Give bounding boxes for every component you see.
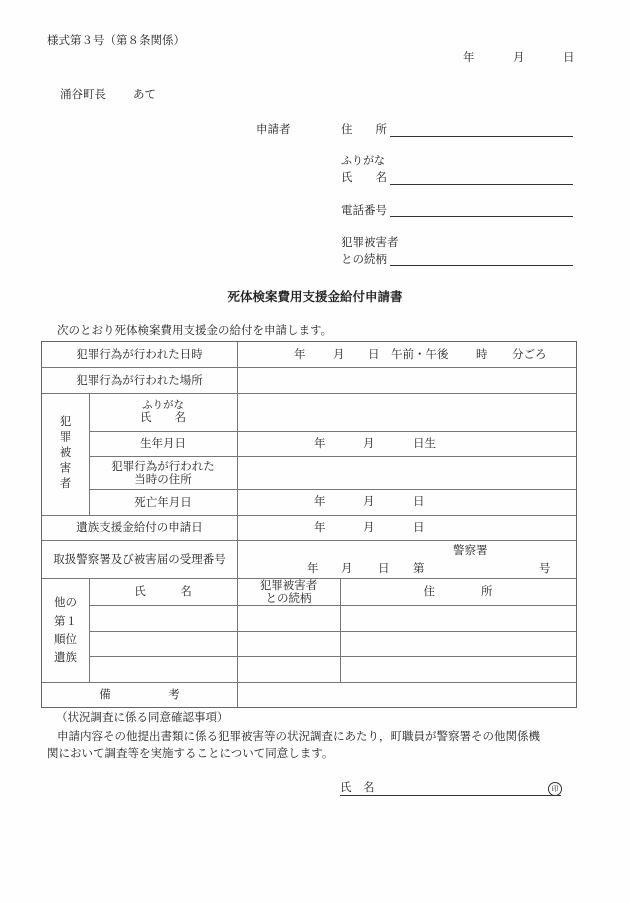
birth-year-label: 年 — [314, 436, 326, 450]
crime-year-label: 年 — [294, 347, 306, 361]
police-month-label: 月 — [341, 561, 353, 575]
police-day-label: 日 — [378, 561, 390, 575]
crime-day-label: 日 — [368, 347, 380, 361]
victim-address-label-2: 当時の住所 — [134, 471, 192, 486]
birth-day-label: 日生 — [413, 436, 436, 450]
survivor-address-input[interactable] — [344, 610, 572, 626]
remarks-label: 備 考 — [99, 687, 180, 702]
application-date-label: 遺族支援金給付の申請日 — [76, 520, 203, 535]
applicant-name-label: 氏 名 — [341, 170, 387, 184]
date-month-label: 月 — [513, 50, 525, 64]
consent-line-2: 関において調査等を実施することについて同意します。 — [47, 746, 334, 760]
applicant-phone-label: 電話番号 — [341, 203, 387, 217]
police-go-label: 号 — [539, 561, 551, 575]
signature-label: 氏 名 — [340, 780, 375, 794]
applicant-relation-label-2: との続柄 — [341, 252, 387, 266]
survivors-group-line: 遺族 — [54, 650, 77, 665]
app-year-label: 年 — [314, 520, 326, 534]
victim-group-label: 犯罪被害者 — [58, 415, 73, 493]
date-year-label: 年 — [463, 50, 475, 64]
victim-address-input[interactable] — [241, 464, 571, 480]
police-year-label: 年 — [307, 561, 319, 575]
consent-heading: （状況調査に係る同意確認事項） — [56, 710, 229, 724]
table-hline — [89, 631, 576, 632]
crime-hour-label: 時 — [476, 347, 488, 361]
survivor-relation-input[interactable] — [241, 636, 336, 652]
remarks-input[interactable] — [241, 687, 571, 703]
police-label: 取扱警察署及び被害届の受理番号 — [53, 551, 226, 566]
seal-icon: 印 — [548, 782, 562, 796]
birth-month-label: 月 — [363, 436, 375, 450]
app-day-label: 日 — [413, 520, 425, 534]
applicant-relation-input[interactable] — [391, 250, 573, 266]
survivors-relation-header-1: 犯罪被害者 — [259, 578, 318, 593]
victim-furigana-label: ふりがな — [142, 399, 184, 412]
survivors-group-line: 第１ — [54, 613, 77, 628]
addressee-suffix: あて — [133, 87, 156, 101]
applicant-address-underline — [390, 136, 573, 137]
table-vline — [237, 342, 238, 707]
applicant-address-input[interactable] — [391, 120, 573, 136]
applicant-relation-label-1: 犯罪被害者 — [341, 235, 399, 249]
victim-birth-label: 生年月日 — [140, 436, 186, 451]
table-hline — [89, 605, 576, 606]
survivors-relation-header — [237, 578, 340, 605]
app-month-label: 月 — [363, 520, 375, 534]
police-dai-label: 第 — [413, 561, 425, 575]
applicant-relation-underline — [390, 265, 573, 266]
intro-text: 次のとおり死体検案費用支援金の給付を申請します。 — [57, 323, 333, 337]
victim-name-label-cell — [89, 393, 237, 431]
table-hline — [89, 656, 576, 657]
addressee-name: 涌谷町長 — [60, 87, 106, 101]
victim-name-input[interactable] — [241, 404, 571, 420]
applicant-name-underline — [390, 184, 573, 185]
crime-ampm-option[interactable]: 午前・午後 — [391, 347, 449, 361]
survivor-relation-input[interactable] — [241, 610, 336, 626]
survivor-relation-input[interactable] — [241, 661, 336, 677]
consent-line-1: 申請内容その他提出書類に係る犯罪被害等の状況調査にあたり，町職員が警察署その他関係機 — [57, 729, 540, 743]
death-day-label: 日 — [413, 494, 425, 508]
crime-minute-label: 分ごろ — [512, 347, 547, 361]
death-month-label: 月 — [363, 494, 375, 508]
applicant-label: 申請者 — [256, 122, 291, 136]
victim-address-label-1: 犯罪行為が行われた — [111, 459, 215, 474]
survivors-relation-header-2: との続柄 — [265, 590, 312, 605]
applicant-furigana-label: ふりがな — [341, 154, 385, 167]
date-day-label: 日 — [563, 50, 575, 64]
survivor-address-input[interactable] — [344, 636, 572, 652]
crime-datetime-label: 犯罪行為が行われた日時 — [76, 347, 203, 362]
applicant-name-input[interactable] — [391, 168, 573, 184]
survivors-address-header: 住 所 — [423, 584, 493, 599]
victim-name-label: 氏 名 — [140, 410, 186, 425]
applicant-phone-input[interactable] — [391, 201, 573, 217]
signature-name-input[interactable] — [380, 779, 545, 795]
police-station-label: 警察署 — [453, 543, 488, 557]
survivors-group-label — [42, 578, 89, 682]
survivor-name-input[interactable] — [93, 610, 233, 626]
death-year-label: 年 — [314, 494, 326, 508]
signature-underline — [340, 795, 561, 796]
victim-address-label-cell — [89, 456, 237, 489]
survivors-group-line: 他の — [54, 595, 77, 610]
applicant-phone-underline — [390, 216, 573, 217]
applicant-address-label: 住 所 — [341, 122, 387, 136]
application-table — [41, 341, 577, 708]
survivor-address-input[interactable] — [344, 661, 572, 677]
victim-death-label: 死亡年月日 — [134, 494, 192, 509]
form-number: 様式第３号（第８条関係） — [47, 33, 185, 47]
survivors-group-line: 順位 — [54, 632, 77, 646]
crime-place-input[interactable] — [241, 372, 571, 388]
survivor-name-input[interactable] — [93, 636, 233, 652]
crime-place-label: 犯罪行為が行われた場所 — [76, 372, 203, 387]
survivor-name-input[interactable] — [93, 661, 233, 677]
survivors-name-header: 氏 名 — [134, 584, 192, 599]
crime-month-label: 月 — [333, 347, 345, 361]
document-title: 死体検案費用支援金給付申請書 — [227, 289, 403, 304]
